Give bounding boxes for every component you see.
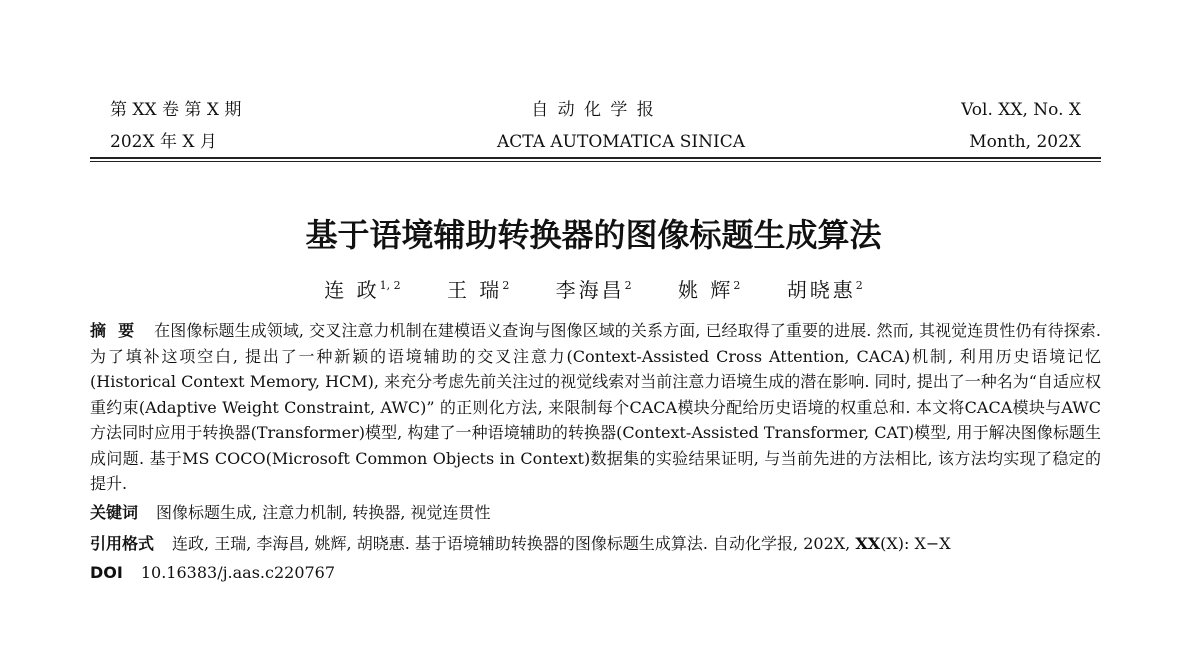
author-affiliation: 2 [502, 279, 510, 292]
author-name: 王 瑞 [446, 278, 503, 302]
author-name: 姚 辉 [678, 278, 734, 302]
keywords [90, 500, 1101, 523]
citation-label: 引用格式 [90, 534, 155, 553]
keywords-text: 图像标题生成, 注意力机制, 转换器, 视觉连贯性 [156, 503, 491, 522]
author [447, 274, 509, 303]
citation-volume: XX [855, 534, 881, 553]
citation [90, 531, 1101, 554]
author [556, 274, 632, 303]
author [678, 274, 740, 303]
header-month-year: Month, 202X [969, 132, 1081, 152]
abstract-label: 摘要 [90, 321, 147, 340]
doi [90, 563, 1101, 582]
author-affiliation: 1, 2 [379, 279, 401, 292]
author-list [0, 274, 1187, 303]
header-date: 202X 年 X 月 [110, 132, 217, 152]
header-rule-thick [90, 157, 1101, 159]
header-volume-issue: 第 XX 卷 第 X 期 [110, 100, 242, 120]
author-name: 李海昌 [555, 278, 625, 302]
citation-pages: (X): X−X [880, 534, 951, 553]
author [787, 274, 863, 303]
keywords-label: 关键词 [90, 503, 139, 522]
abstract [90, 318, 1101, 497]
author-affiliation: 2 [733, 279, 741, 292]
doi-value: 10.16383/j.aas.c220767 [140, 563, 336, 582]
header-journal-cn: 自 动 化 学 报 [531, 100, 656, 120]
paper-title: 基于语境辅助转换器的图像标题生成算法 [305, 216, 882, 254]
abstract-text: 在图像标题生成领域, 交叉注意力机制在建模语义查询与图像区域的关系方面, 已经取得了重要的进展. 然而, 其视觉连贯性仍有待探索. 为了填补这项空白, 提出了一种新颖的语境辅助的交叉注意力(Context-Assisted Cross Attention, CACA)机制, 利用历史语境记忆(Historical Context Memory, HCM), 来充分考虑先前关注过的视觉线索对当前注意力语境生成的潜在影响. 同时, 提出了一种名为“自适应权重约束(Adaptive Weight Constraint, AWC)” 的正则化方法, 来限制每个CACA模块分配给历史语境的权重总和. 本文将CACA模块与AWC方法同时应用于转换器(Transformer)模型, 构建了一种语境辅助的转换器(Context-Assisted Transformer, CAT)模型, 用于解决图像标题生成问题. 基于MS COCO(Microsoft Common Objects in Context)数据集的实验结果证明, 与当前先进的方法相比, 该方法均实现了稳定的提升. [90, 321, 1101, 493]
author-affiliation: 2 [624, 279, 632, 292]
header-journal-en: ACTA AUTOMATICA SINICA [497, 132, 745, 152]
author-name: 连 政 [324, 278, 380, 302]
header-vol-no: Vol. XX, No. X [961, 100, 1081, 120]
header-rule-thin [90, 161, 1101, 162]
doi-label: DOI [90, 563, 123, 582]
author-affiliation: 2 [855, 279, 863, 292]
author-name: 胡晓惠 [786, 278, 856, 302]
author [324, 274, 400, 303]
citation-text: 连政, 王瑞, 李海昌, 姚辉, 胡晓惠. 基于语境辅助转换器的图像标题生成算法. 自动化学报, 202X, [172, 534, 856, 553]
